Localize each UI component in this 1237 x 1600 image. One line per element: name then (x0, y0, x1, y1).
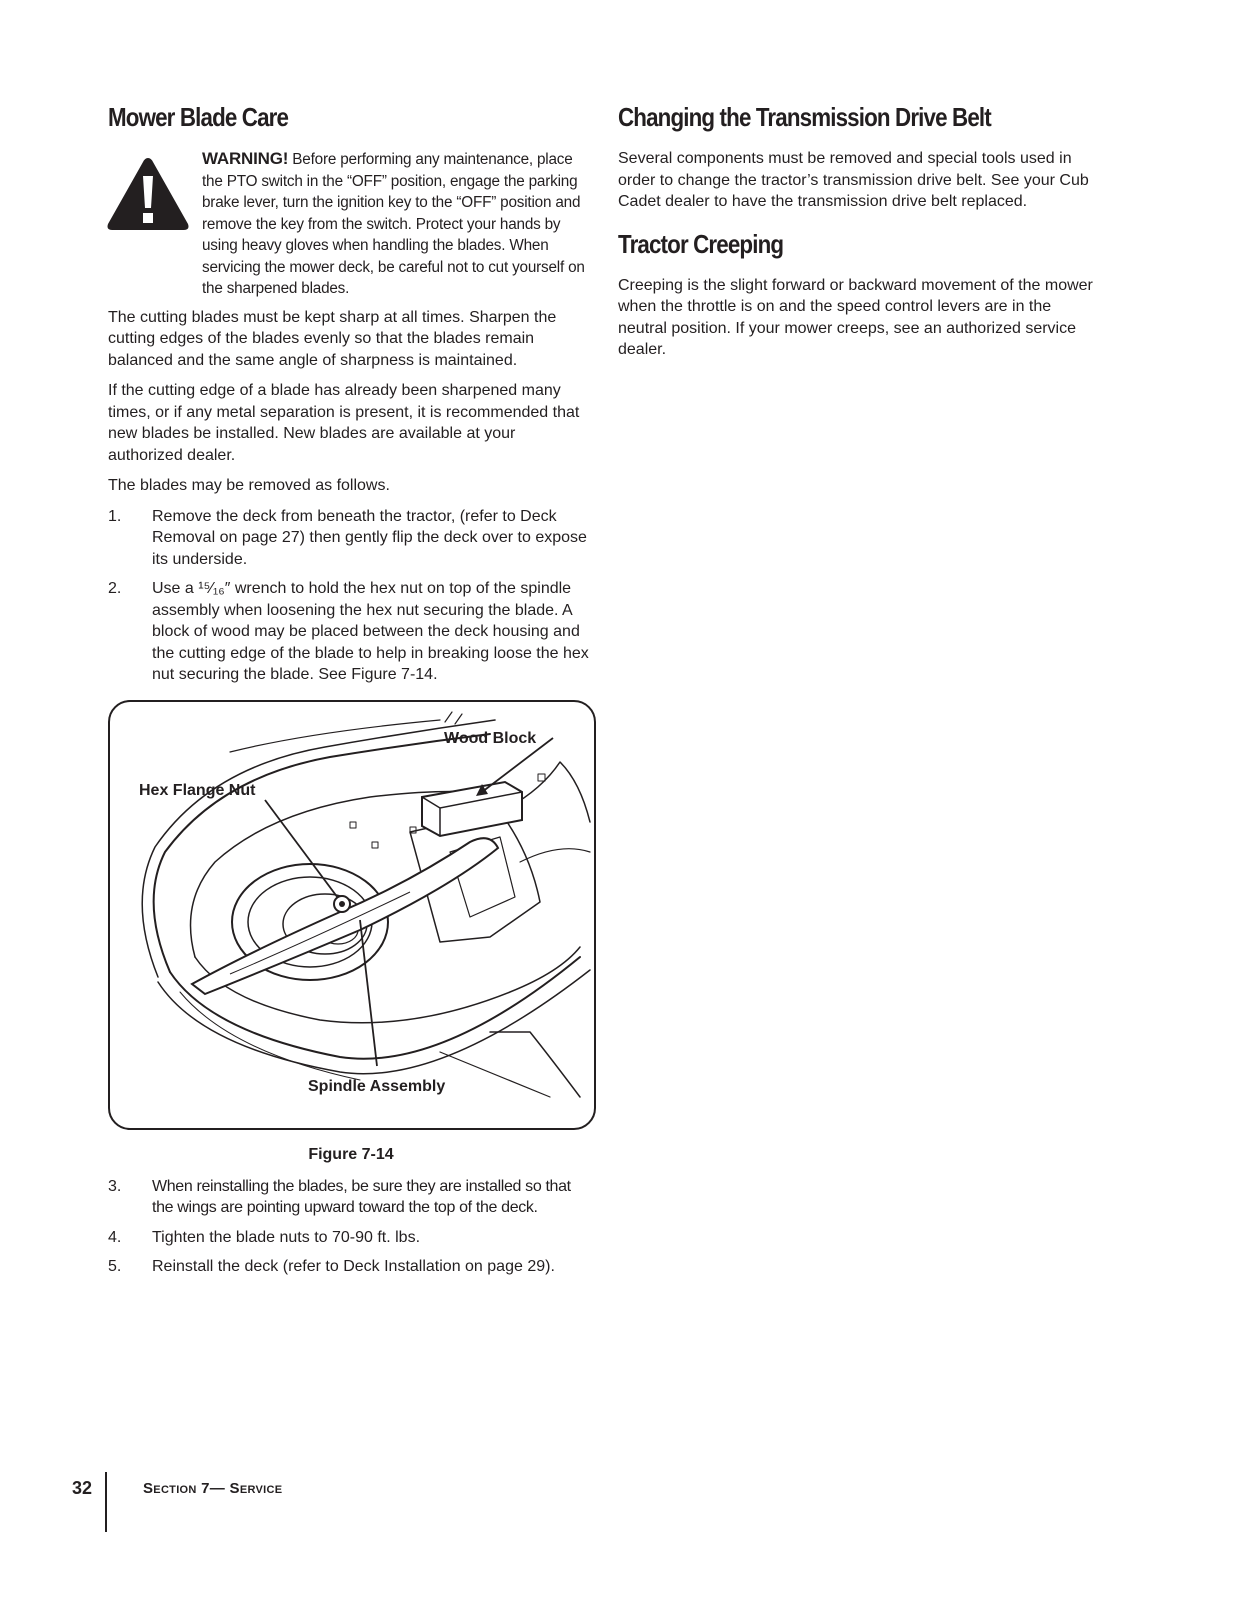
steps-list-b (108, 1176, 594, 1278)
figure-7-14 (108, 700, 596, 1130)
heading-transmission-drive-belt: Changing the Transmission Drive Belt (618, 102, 991, 132)
warning-text: Before performing any maintenance, place the PTO switch in the “OFF” position, engage the parking brake lever, turn the ignition key to the “OFF” position and remove the key from the switch. Protect your hands by using heavy gloves when handling the blades. When servicing the mower deck, be careful not to cut yourself on the sharpened blades. (202, 151, 585, 297)
left-column (108, 100, 594, 1287)
step-number: 1. (108, 507, 122, 525)
paragraph-transmission-belt: Several components must be removed and special tools used in order to change the tractor’s transmission drive belt. See your Cub Cadet dealer to have the transmission drive belt replaced. (618, 150, 1089, 210)
list-item (108, 1256, 594, 1278)
list-item (108, 1176, 594, 1219)
step-number: 3. (108, 1177, 122, 1195)
warning-triangle-icon (106, 156, 190, 232)
step-number: 5. (108, 1258, 122, 1275)
paragraph-tractor-creeping: Creeping is the slight forward or backward movement of the mower when the throttle is on and the speed control levers are in the neutral position. If your mower creeps, see an authorized service dealer. (618, 276, 1093, 358)
warning-text-container (202, 148, 594, 300)
list-item (108, 506, 594, 571)
step-text: Tighten the blade nuts to 70-90 ft. lbs. (152, 1228, 421, 1246)
paragraph-blade-removal-intro: The blades may be removed as follows. (108, 477, 390, 494)
warning-block (108, 148, 594, 300)
steps-list-a (108, 506, 594, 686)
callout-spindle-assembly: Spindle Assembly (308, 1077, 446, 1095)
callout-wood-block: Wood Block (444, 729, 537, 747)
right-column (618, 100, 1104, 370)
footer-divider (105, 1472, 107, 1532)
step-text: Use a ¹⁵⁄₁₆″ wrench to hold the hex nut on top of the spindle assembly when loosening the hex nut securing the blade. A block of wood may be placed between the deck housing and the cutting edge of the blade to help in breaking loose the hex nut securing the blade. See Figure 7-14. (152, 580, 589, 683)
step-text: Remove the deck from beneath the tractor, (refer to Deck Removal on page 27) then gently flip the deck over to expose its underside. (152, 507, 587, 568)
mower-deck-illustration (110, 702, 594, 1128)
step-number: 2. (108, 580, 122, 597)
list-item (108, 578, 594, 686)
step-number: 4. (108, 1228, 122, 1246)
step-text: Reinstall the deck (refer to Deck Installation on page 29). (152, 1258, 555, 1275)
step-text: When reinstalling the blades, be sure they are installed so that the wings are pointing upward toward the top of the deck. (152, 1177, 571, 1216)
callout-hex-flange-nut: Hex Flange Nut (139, 781, 256, 799)
list-item (108, 1227, 594, 1249)
heading-mower-blade-care: Mower Blade Care (108, 102, 289, 132)
page-number: 32 (72, 1478, 93, 1498)
paragraph-new-blades: If the cutting edge of a blade has already been sharpened many times, or if any metal separation is present, it is recommended that new blades be installed. New blades are available at your authorized dealer. (108, 382, 580, 464)
section-label: Section 7— Service (143, 1480, 283, 1497)
figure-caption: Figure 7-14 (308, 1145, 394, 1163)
heading-tractor-creeping: Tractor Creeping (618, 228, 784, 259)
page-footer (0, 1472, 1237, 1532)
paragraph-sharp-blades: The cutting blades must be kept sharp at all times. Sharpen the cutting edges of the blades evenly so that the blades remain balanced and the same angle of sharpness is maintained. (108, 308, 557, 369)
warning-title: WARNING! (202, 149, 289, 168)
